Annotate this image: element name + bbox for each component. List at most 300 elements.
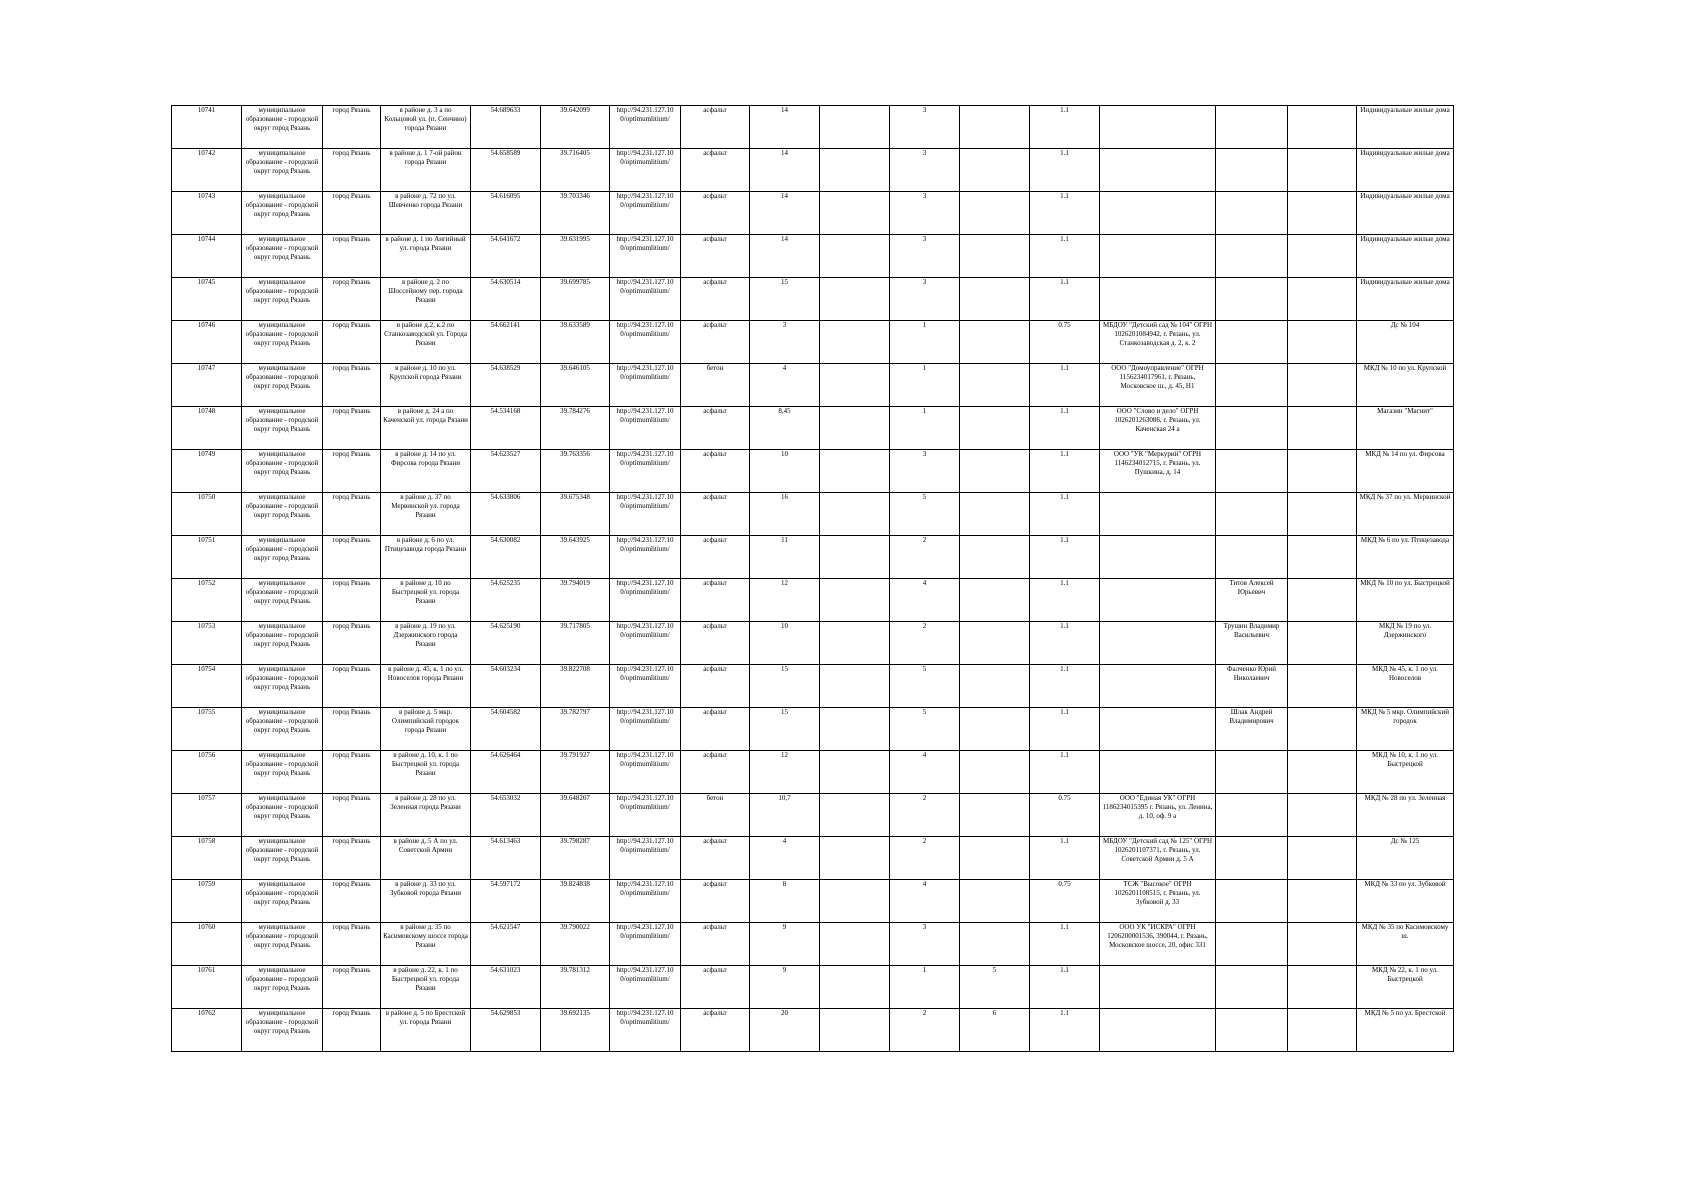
address-cell: в районе д. 5 мкр. Олимпийский городок города Рязани: [381, 708, 471, 751]
area-cell: 4: [750, 364, 820, 407]
container-count-cell: 3: [890, 149, 960, 192]
longitude-cell: 39.642099: [541, 106, 610, 149]
longitude-cell: 39.631995: [541, 235, 610, 278]
volume-cell: 1.1: [1030, 1009, 1100, 1052]
column-12-cell: [960, 708, 1030, 751]
table-row: [172, 106, 1454, 149]
area-cell: 14: [750, 235, 820, 278]
area-cell: 10,7: [750, 794, 820, 837]
longitude-cell: 39.717805: [541, 622, 610, 665]
url-cell: http://94.231.127.10 0/optimumlitium/: [610, 149, 681, 192]
column-9-cell: [820, 536, 890, 579]
column-15-cell: [1216, 235, 1288, 278]
volume-cell: 1.1: [1030, 579, 1100, 622]
column-9-cell: [820, 321, 890, 364]
address-cell: в районе д. 1 7-ой район города Рязани: [381, 149, 471, 192]
url-cell: http://94.231.127.10 0/optimumlitium/: [610, 192, 681, 235]
container-count-cell: 5: [890, 665, 960, 708]
city-cell: город Рязань: [323, 923, 381, 966]
area-cell: 14: [750, 192, 820, 235]
url-cell: http://94.231.127.10 0/optimumlitium/: [610, 579, 681, 622]
row-number: 10761: [172, 966, 242, 1009]
city-cell: город Рязань: [323, 880, 381, 923]
owner-cell: [1100, 106, 1216, 149]
source-cell: Индивидуальные жилые дома: [1357, 192, 1454, 235]
longitude-cell: 39.692135: [541, 1009, 610, 1052]
volume-cell: 1.1: [1030, 622, 1100, 665]
source-cell: МКД № 5 по ул. Брестской: [1357, 1009, 1454, 1052]
latitude-cell: 54.625190: [471, 622, 541, 665]
container-count-cell: 3: [890, 923, 960, 966]
address-cell: в районе д. 24 а по Каченской ул. города Рязани: [381, 407, 471, 450]
column-15-cell: Шлак Андрей Владимирович: [1216, 708, 1288, 751]
municipality-cell: муниципальное образование - городской округ город Рязань: [242, 622, 323, 665]
container-count-cell: 4: [890, 579, 960, 622]
municipality-cell: муниципальное образование - городской округ город Рязань: [242, 450, 323, 493]
column-16-cell: [1288, 966, 1357, 1009]
longitude-cell: 39.716405: [541, 149, 610, 192]
area-cell: 8: [750, 880, 820, 923]
container-count-cell: 4: [890, 751, 960, 794]
area-cell: 10: [750, 622, 820, 665]
municipality-cell: муниципальное образование - городской округ город Рязань: [242, 149, 323, 192]
url-cell: http://94.231.127.10 0/optimumlitium/: [610, 751, 681, 794]
volume-cell: 1.1: [1030, 364, 1100, 407]
volume-cell: 0.75: [1030, 880, 1100, 923]
volume-cell: 1.1: [1030, 450, 1100, 493]
municipality-cell: муниципальное образование - городской округ город Рязань: [242, 880, 323, 923]
longitude-cell: 39.822708: [541, 665, 610, 708]
table-row: [172, 1009, 1454, 1052]
latitude-cell: 54.616095: [471, 192, 541, 235]
owner-cell: [1100, 579, 1216, 622]
column-9-cell: [820, 579, 890, 622]
coverage-cell: асфальт: [681, 880, 750, 923]
address-cell: в районе д. 5 А по ул. Советской Армии: [381, 837, 471, 880]
source-cell: МКД № 37 по ул. Мервинской: [1357, 493, 1454, 536]
latitude-cell: 54.641672: [471, 235, 541, 278]
area-cell: 10: [750, 450, 820, 493]
container-count-cell: 3: [890, 450, 960, 493]
longitude-cell: 39.781312: [541, 966, 610, 1009]
column-16-cell: [1288, 665, 1357, 708]
volume-cell: 0.75: [1030, 321, 1100, 364]
address-cell: в районе д. 5 по Брестской ул. города Рязани: [381, 1009, 471, 1052]
coverage-cell: асфальт: [681, 493, 750, 536]
table-row: [172, 751, 1454, 794]
longitude-cell: 39.648267: [541, 794, 610, 837]
volume-cell: 1.1: [1030, 923, 1100, 966]
owner-cell: ТСЖ "Высокое" ОГРН 1026201108515, г. Рязань, ул. Зубковой д. 33: [1100, 880, 1216, 923]
row-number: 10746: [172, 321, 242, 364]
owner-cell: [1100, 966, 1216, 1009]
coverage-cell: асфальт: [681, 536, 750, 579]
owner-cell: [1100, 708, 1216, 751]
container-count-cell: 1: [890, 966, 960, 1009]
column-12-cell: [960, 622, 1030, 665]
column-9-cell: [820, 106, 890, 149]
owner-cell: [1100, 278, 1216, 321]
column-15-cell: [1216, 1009, 1288, 1052]
container-count-cell: 3: [890, 106, 960, 149]
municipality-cell: муниципальное образование - городской округ город Рязань: [242, 751, 323, 794]
column-16-cell: [1288, 1009, 1357, 1052]
table-row: [172, 665, 1454, 708]
address-cell: в районе д. 3 а по Кольцовой ул. (п. Сенчино) города Рязани: [381, 106, 471, 149]
column-12-cell: [960, 923, 1030, 966]
city-cell: город Рязань: [323, 235, 381, 278]
city-cell: город Рязань: [323, 708, 381, 751]
column-16-cell: [1288, 407, 1357, 450]
longitude-cell: 39.763356: [541, 450, 610, 493]
column-9-cell: [820, 751, 890, 794]
source-cell: МКД № 10 по ул. Быстрецкой: [1357, 579, 1454, 622]
city-cell: город Рязань: [323, 579, 381, 622]
source-cell: МКД № 10, к. 1 по ул. Быстрецкой: [1357, 751, 1454, 794]
latitude-cell: 54.631023: [471, 966, 541, 1009]
municipality-cell: муниципальное образование - городской округ город Рязань: [242, 708, 323, 751]
latitude-cell: 54.626464: [471, 751, 541, 794]
city-cell: город Рязань: [323, 536, 381, 579]
column-15-cell: [1216, 493, 1288, 536]
column-9-cell: [820, 622, 890, 665]
source-cell: Индивидуальные жилые дома: [1357, 106, 1454, 149]
column-9-cell: [820, 880, 890, 923]
url-cell: http://94.231.127.10 0/optimumlitium/: [610, 880, 681, 923]
column-16-cell: [1288, 192, 1357, 235]
municipality-cell: муниципальное образование - городской округ город Рязань: [242, 407, 323, 450]
municipality-cell: муниципальное образование - городской округ город Рязань: [242, 966, 323, 1009]
volume-cell: 1.1: [1030, 235, 1100, 278]
column-15-cell: Титов Алексей Юрьевич: [1216, 579, 1288, 622]
column-16-cell: [1288, 106, 1357, 149]
row-number: 10748: [172, 407, 242, 450]
longitude-cell: 39.675348: [541, 493, 610, 536]
volume-cell: 1.1: [1030, 837, 1100, 880]
column-9-cell: [820, 450, 890, 493]
table-row: [172, 966, 1454, 1009]
coverage-cell: бетон: [681, 364, 750, 407]
column-12-cell: [960, 407, 1030, 450]
column-12-cell: [960, 321, 1030, 364]
municipality-cell: муниципальное образование - городской округ город Рязань: [242, 794, 323, 837]
coverage-cell: асфальт: [681, 407, 750, 450]
area-cell: 20: [750, 1009, 820, 1052]
municipality-cell: муниципальное образование - городской округ город Рязань: [242, 235, 323, 278]
column-15-cell: [1216, 923, 1288, 966]
latitude-cell: 54.597172: [471, 880, 541, 923]
address-cell: в районе д. 72 по ул. Шевченко города Рязани: [381, 192, 471, 235]
column-9-cell: [820, 1009, 890, 1052]
city-cell: город Рязань: [323, 1009, 381, 1052]
coverage-cell: асфальт: [681, 837, 750, 880]
table-row: [172, 579, 1454, 622]
address-cell: в районе д. 10 по ул. Крупской города Рязани: [381, 364, 471, 407]
address-cell: в районе д. 19 по ул. Дзержинского города Рязани: [381, 622, 471, 665]
column-9-cell: [820, 235, 890, 278]
volume-cell: 1.1: [1030, 536, 1100, 579]
container-count-cell: 4: [890, 880, 960, 923]
row-number: 10749: [172, 450, 242, 493]
area-cell: 14: [750, 149, 820, 192]
container-count-cell: 3: [890, 235, 960, 278]
column-16-cell: [1288, 321, 1357, 364]
coverage-cell: асфальт: [681, 235, 750, 278]
owner-cell: [1100, 149, 1216, 192]
row-number: 10745: [172, 278, 242, 321]
owner-cell: [1100, 235, 1216, 278]
municipality-cell: муниципальное образование - городской округ город Рязань: [242, 321, 323, 364]
column-16-cell: [1288, 278, 1357, 321]
source-cell: Дс № 125: [1357, 837, 1454, 880]
address-cell: в районе д. 45, к. 1 по ул. Новоселов города Рязани: [381, 665, 471, 708]
column-9-cell: [820, 923, 890, 966]
city-cell: город Рязань: [323, 321, 381, 364]
column-16-cell: [1288, 794, 1357, 837]
column-12-cell: [960, 235, 1030, 278]
row-number: 10744: [172, 235, 242, 278]
area-cell: 14: [750, 106, 820, 149]
owner-cell: ООО "Единая УК" ОГРН 1186234015395 г. Рязань, ул. Ленина, д. 10, оф. 9 а: [1100, 794, 1216, 837]
container-count-cell: 2: [890, 622, 960, 665]
longitude-cell: 39.794019: [541, 579, 610, 622]
latitude-cell: 54.633806: [471, 493, 541, 536]
source-cell: МКД № 33 по ул. Зубковой: [1357, 880, 1454, 923]
municipality-cell: муниципальное образование - городской округ город Рязань: [242, 192, 323, 235]
municipality-cell: муниципальное образование - городской округ город Рязань: [242, 665, 323, 708]
column-12-cell: [960, 450, 1030, 493]
owner-cell: ООО "Домоуправление" ОГРН 1156234017961, г. Рязань, Московское ш., д. 45, Н1: [1100, 364, 1216, 407]
municipality-cell: муниципальное образование - городской округ город Рязань: [242, 493, 323, 536]
column-12-cell: 5: [960, 966, 1030, 1009]
row-number: 10758: [172, 837, 242, 880]
owner-cell: [1100, 751, 1216, 794]
longitude-cell: 39.699785: [541, 278, 610, 321]
city-cell: город Рязань: [323, 407, 381, 450]
row-number: 10750: [172, 493, 242, 536]
table-row: [172, 794, 1454, 837]
table-row: [172, 536, 1454, 579]
longitude-cell: 39.824838: [541, 880, 610, 923]
longitude-cell: 39.798287: [541, 837, 610, 880]
column-16-cell: [1288, 536, 1357, 579]
address-cell: в районе д. 33 по ул. Зубковой города Рязани: [381, 880, 471, 923]
address-cell: в районе д. 28 по ул. Зеленная города Рязани: [381, 794, 471, 837]
city-cell: город Рязань: [323, 450, 381, 493]
source-cell: Индивидуальные жилые дома: [1357, 235, 1454, 278]
column-15-cell: [1216, 536, 1288, 579]
longitude-cell: 39.784276: [541, 407, 610, 450]
column-12-cell: [960, 536, 1030, 579]
column-12-cell: [960, 751, 1030, 794]
column-12-cell: [960, 192, 1030, 235]
column-12-cell: [960, 106, 1030, 149]
table-row: [172, 837, 1454, 880]
latitude-cell: 54.623527: [471, 450, 541, 493]
area-cell: 15: [750, 665, 820, 708]
owner-cell: МБДОУ "Детский сад № 104" ОГРН 1026201084942, г. Рязань, ул. Станкозаводская д. 2, к. 2: [1100, 321, 1216, 364]
row-number: 10762: [172, 1009, 242, 1052]
column-15-cell: [1216, 149, 1288, 192]
column-16-cell: [1288, 923, 1357, 966]
table-row: [172, 235, 1454, 278]
area-cell: 9: [750, 923, 820, 966]
owner-cell: ООО "Слово и дело" ОГРН 1026201263086, г. Рязань, ул. Каченская 24 а: [1100, 407, 1216, 450]
table-row: [172, 192, 1454, 235]
table-row: [172, 278, 1454, 321]
area-cell: 8,45: [750, 407, 820, 450]
coverage-cell: асфальт: [681, 665, 750, 708]
url-cell: http://94.231.127.10 0/optimumlitium/: [610, 665, 681, 708]
city-cell: город Рязань: [323, 751, 381, 794]
source-cell: МКД № 10 по ул. Крупской: [1357, 364, 1454, 407]
city-cell: город Рязань: [323, 364, 381, 407]
city-cell: город Рязань: [323, 837, 381, 880]
coverage-cell: асфальт: [681, 192, 750, 235]
column-12-cell: [960, 149, 1030, 192]
owner-cell: [1100, 192, 1216, 235]
owner-cell: [1100, 493, 1216, 536]
address-cell: в районе д. 6 по ул. Птицезавода города Рязани: [381, 536, 471, 579]
table-row: [172, 708, 1454, 751]
coverage-cell: асфальт: [681, 321, 750, 364]
url-cell: http://94.231.127.10 0/optimumlitium/: [610, 278, 681, 321]
area-cell: 16: [750, 493, 820, 536]
row-number: 10742: [172, 149, 242, 192]
column-9-cell: [820, 708, 890, 751]
column-12-cell: [960, 493, 1030, 536]
latitude-cell: 54.621547: [471, 923, 541, 966]
column-12-cell: [960, 794, 1030, 837]
city-cell: город Рязань: [323, 665, 381, 708]
row-number: 10760: [172, 923, 242, 966]
column-9-cell: [820, 794, 890, 837]
latitude-cell: 54.689633: [471, 106, 541, 149]
column-16-cell: [1288, 708, 1357, 751]
column-9-cell: [820, 407, 890, 450]
latitude-cell: 54.603234: [471, 665, 541, 708]
city-cell: город Рязань: [323, 149, 381, 192]
url-cell: http://94.231.127.10 0/optimumlitium/: [610, 364, 681, 407]
column-15-cell: [1216, 880, 1288, 923]
address-cell: в районе д. 14 по ул. Фирсова города Рязани: [381, 450, 471, 493]
table-row: [172, 493, 1454, 536]
column-16-cell: [1288, 450, 1357, 493]
coverage-cell: асфальт: [681, 923, 750, 966]
column-15-cell: [1216, 364, 1288, 407]
area-cell: 12: [750, 579, 820, 622]
column-16-cell: [1288, 880, 1357, 923]
owner-cell: МБДОУ "Детский сад № 125" ОГРН 1026201107371, г. Рязань, ул. Советской Армии д. 5 А: [1100, 837, 1216, 880]
address-cell: в районе д. 2 по Шоссейному пер. города Рязани: [381, 278, 471, 321]
column-9-cell: [820, 149, 890, 192]
url-cell: http://94.231.127.10 0/optimumlitium/: [610, 966, 681, 1009]
source-cell: МКД № 6 по ул. Птицезавода: [1357, 536, 1454, 579]
city-cell: город Рязань: [323, 278, 381, 321]
address-cell: в районе д. 10, к. 1 по Быстрецкой ул. города Рязани: [381, 751, 471, 794]
url-cell: http://94.231.127.10 0/optimumlitium/: [610, 1009, 681, 1052]
volume-cell: 1.1: [1030, 192, 1100, 235]
column-15-cell: [1216, 966, 1288, 1009]
row-number: 10741: [172, 106, 242, 149]
city-cell: город Рязань: [323, 622, 381, 665]
volume-cell: 1.1: [1030, 493, 1100, 536]
address-cell: в районе д. 35 по Касимовскому шоссе города Рязани: [381, 923, 471, 966]
url-cell: http://94.231.127.10 0/optimumlitium/: [610, 837, 681, 880]
latitude-cell: 54.653032: [471, 794, 541, 837]
municipality-cell: муниципальное образование - городской округ город Рязань: [242, 364, 323, 407]
column-15-cell: [1216, 794, 1288, 837]
volume-cell: 1.1: [1030, 106, 1100, 149]
coverage-cell: бетон: [681, 794, 750, 837]
column-15-cell: [1216, 450, 1288, 493]
table-row: [172, 407, 1454, 450]
row-number: 10756: [172, 751, 242, 794]
municipality-cell: муниципальное образование - городской округ город Рязань: [242, 923, 323, 966]
volume-cell: 1.1: [1030, 278, 1100, 321]
column-9-cell: [820, 192, 890, 235]
container-count-cell: 5: [890, 708, 960, 751]
coverage-cell: асфальт: [681, 1009, 750, 1052]
source-cell: МКД № 19 по ул. Дзержинского: [1357, 622, 1454, 665]
address-cell: в районе д. 10 по Быстрецкой ул. города Рязани: [381, 579, 471, 622]
city-cell: город Рязань: [323, 106, 381, 149]
url-cell: http://94.231.127.10 0/optimumlitium/: [610, 321, 681, 364]
source-cell: Индивидуальные жилые дома: [1357, 149, 1454, 192]
table-row: [172, 622, 1454, 665]
row-number: 10743: [172, 192, 242, 235]
table-row: [172, 880, 1454, 923]
latitude-cell: 54.630082: [471, 536, 541, 579]
longitude-cell: 39.633589: [541, 321, 610, 364]
latitude-cell: 54.638529: [471, 364, 541, 407]
column-15-cell: Трушин Владимир Васильевич: [1216, 622, 1288, 665]
column-16-cell: [1288, 493, 1357, 536]
column-16-cell: [1288, 579, 1357, 622]
url-cell: http://94.231.127.10 0/optimumlitium/: [610, 923, 681, 966]
owner-cell: [1100, 1009, 1216, 1052]
city-cell: город Рязань: [323, 794, 381, 837]
coverage-cell: асфальт: [681, 149, 750, 192]
volume-cell: 1.1: [1030, 149, 1100, 192]
latitude-cell: 54.604582: [471, 708, 541, 751]
coverage-cell: асфальт: [681, 579, 750, 622]
container-count-cell: 2: [890, 837, 960, 880]
latitude-cell: 54.629853: [471, 1009, 541, 1052]
table-row: [172, 450, 1454, 493]
row-number: 10753: [172, 622, 242, 665]
row-number: 10747: [172, 364, 242, 407]
column-16-cell: [1288, 622, 1357, 665]
owner-cell: ООО "УК "Меркурий" ОГРН 1146234012715, г. Рязань, ул. Пушкина, д. 14: [1100, 450, 1216, 493]
column-12-cell: [960, 880, 1030, 923]
column-15-cell: [1216, 106, 1288, 149]
address-cell: в районе д. 37 по Мервинской ул. города Рязани: [381, 493, 471, 536]
column-15-cell: [1216, 837, 1288, 880]
column-9-cell: [820, 364, 890, 407]
address-cell: в районе д. 22, к. 1 по Быстрецкой ул. города Рязани: [381, 966, 471, 1009]
column-16-cell: [1288, 364, 1357, 407]
area-cell: 15: [750, 708, 820, 751]
column-12-cell: [960, 364, 1030, 407]
owner-cell: [1100, 536, 1216, 579]
municipality-cell: муниципальное образование - городской округ город Рязань: [242, 106, 323, 149]
area-cell: 11: [750, 536, 820, 579]
url-cell: http://94.231.127.10 0/optimumlitium/: [610, 106, 681, 149]
column-15-cell: [1216, 278, 1288, 321]
container-count-cell: 3: [890, 192, 960, 235]
registry-table: [171, 105, 1454, 1052]
